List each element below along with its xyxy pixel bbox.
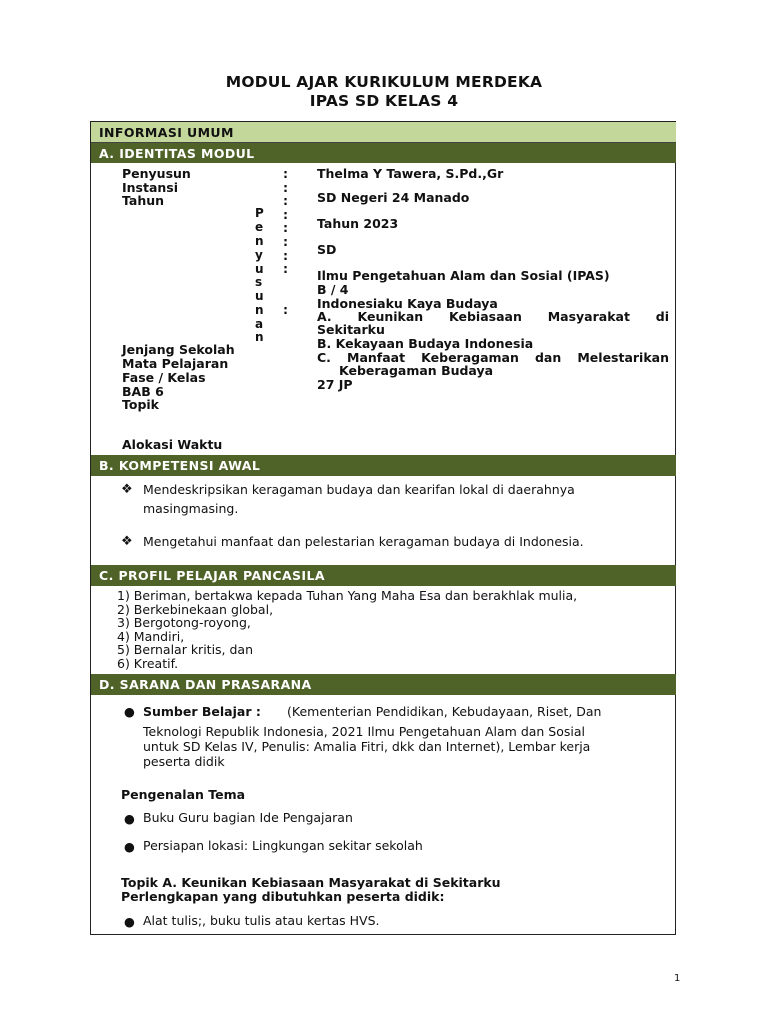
vertical-letter: n [255,234,264,248]
section-identitas-modul: A. IDENTITAS MODUL [91,143,676,163]
topik-a-heading: Topik A. Keunikan Kebiasaan Masyarakat di Sekitarku [121,875,501,890]
kompetensi-item: Mengetahui manfaat dan pelestarian keragaman budaya di Indonesia. [143,534,584,549]
sumber-belajar-label: Sumber Belajar : [143,704,261,719]
colon: : [283,261,288,276]
colon: : [283,207,288,222]
value-tahun: Tahun 2023 [317,216,399,231]
label-jenjang: Jenjang Sekolah [122,342,235,357]
diamond-bullet-icon: ❖ [121,534,133,549]
section-kompetensi-awal: B. KOMPETENSI AWAL [91,455,676,476]
perlengkapan-heading: Perlengkapan yang dibutuhkan peserta didik: [121,889,445,904]
bullet-dot-icon: ● [124,914,135,929]
label-bab: BAB 6 [122,384,164,399]
sumber-belajar-text: peserta didik [143,754,225,769]
colon: : [283,248,288,263]
value-mapel: Ilmu Pengetahuan Alam dan Sosial (IPAS) [317,268,610,283]
label-mapel: Mata Pelajaran [122,356,229,371]
vertical-letter: y [255,248,263,262]
colon: : [283,220,288,235]
value-topik-c: C. Manfaat Keberagaman dan Melestarikan [317,350,669,365]
section-sarana-prasarana: D. SARANA DAN PRASARANA [91,674,676,695]
label-instansi: Instansi [122,180,179,195]
sarana-item: Buku Guru bagian Ide Pengajaran [143,810,353,825]
page-number: 1 [674,973,681,984]
vertical-letter: u [255,289,264,303]
label-penyusun: Penyusun [122,166,191,181]
colon: : [283,193,288,208]
bullet-dot-icon: ● [124,704,135,719]
vertical-letter: P [255,206,264,220]
profil-item: 4) Mandiri, [117,629,185,644]
value-topik-c-cont: Keberagaman Budaya [339,363,494,378]
colon: : [283,234,288,249]
sumber-belajar-text: (Kementerian Pendidikan, Kebudayaan, Riset, Dan [287,704,602,719]
section-profil-pancasila: C. PROFIL PELAJAR PANCASILA [91,565,676,586]
vertical-letter: n [255,303,264,317]
diamond-bullet-icon: ❖ [121,482,133,497]
label-topik: Topik [122,397,159,412]
value-topik-b: B. Kekayaan Budaya Indonesia [317,336,534,351]
value-fase: B / 4 [317,282,349,297]
value-bab: Indonesiaku Kaya Budaya [317,296,498,311]
vertical-letter: n [255,330,264,344]
sarana-item: Persiapan lokasi: Lingkungan sekitar sekolah [143,838,423,853]
value-topik-a: A. Keunikan Kebiasaan Masyarakat di [317,309,669,324]
colon: : [283,180,288,195]
bullet-dot-icon: ● [124,839,135,854]
profil-item: 6) Kreatif. [117,656,179,671]
profil-item: 3) Bergotong-royong, [117,615,251,630]
vertical-letter: a [255,317,264,331]
label-alokasi: Alokasi Waktu [122,437,223,452]
section-informasi-umum: INFORMASI UMUM [91,122,676,143]
vertical-letter: e [255,220,264,234]
profil-item: 5) Bernalar kritis, dan [117,642,254,657]
page-title: MODUL AJAR KURIKULUM MERDEKA [225,73,543,91]
bullet-dot-icon: ● [124,811,135,826]
value-instansi: SD Negeri 24 Manado [317,190,470,205]
value-penyusun: Thelma Y Tawera, S.Pd.,Gr [317,166,504,181]
vertical-letter: s [255,275,263,289]
pengenalan-tema-heading: Pengenalan Tema [121,787,246,802]
profil-item: 1) Beriman, bertakwa kepada Tuhan Yang Maha Esa dan berakhlak mulia, [117,588,578,603]
label-fase: Fase / Kelas [122,370,206,385]
sarana-item: Alat tulis;, buku tulis atau kertas HVS. [143,913,380,928]
kompetensi-item-cont: masingmasing. [143,501,239,516]
value-jenjang: SD [317,242,337,257]
vertical-letter: u [255,262,264,276]
page-subtitle: IPAS SD KELAS 4 [309,92,459,110]
profil-item: 2) Berkebinekaan global, [117,602,274,617]
colon: : [283,166,288,181]
value-alokasi: 27 JP [317,377,353,392]
label-tahun: Tahun [122,193,165,208]
value-topik-a-cont: Sekitarku [317,322,385,337]
colon: : [283,302,288,317]
kompetensi-item: Mendeskripsikan keragaman budaya dan kearifan lokal di daerahnya [143,482,575,497]
sumber-belajar-text: untuk SD Kelas IV, Penulis: Amalia Fitri, dkk dan Internet), Lembar kerja [143,739,591,754]
sumber-belajar-text: Teknologi Republik Indonesia, 2021 Ilmu Pengetahuan Alam dan Sosial [143,724,586,739]
